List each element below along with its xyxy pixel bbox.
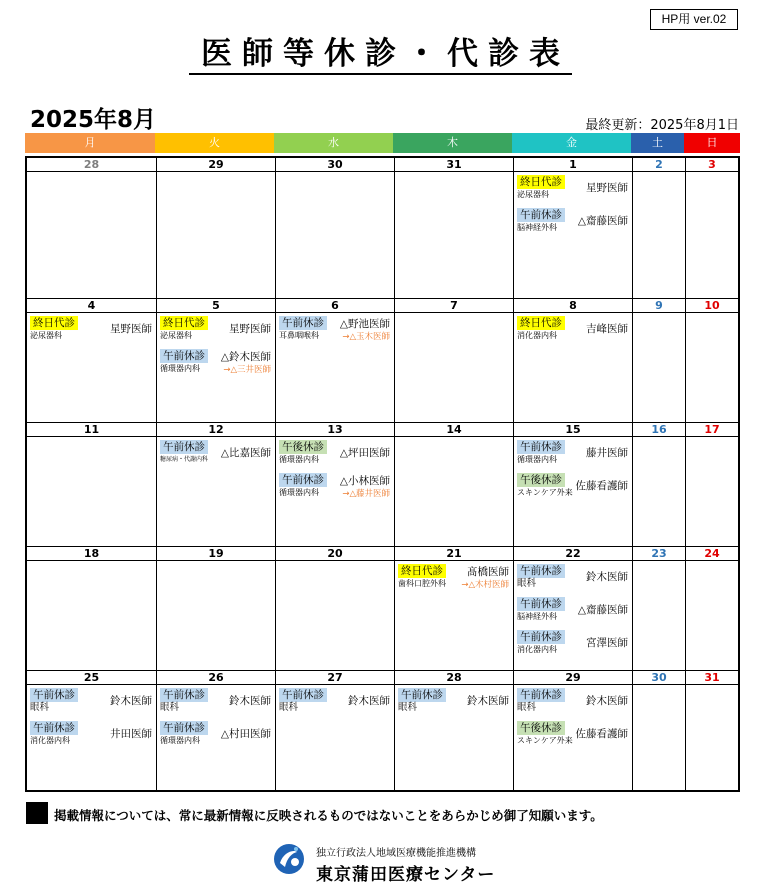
doctor-name: △鈴木医師 bbox=[220, 351, 271, 363]
status-badge: 午前休診 bbox=[517, 440, 565, 454]
day-cell bbox=[686, 423, 738, 547]
day-number: 21 bbox=[395, 547, 513, 561]
day-cell bbox=[27, 299, 157, 423]
schedule-entry bbox=[395, 564, 513, 594]
department-label: 脳神経外科 bbox=[517, 223, 557, 232]
schedule-entry bbox=[27, 688, 156, 718]
calendar-week bbox=[27, 547, 738, 671]
day-cell bbox=[395, 423, 514, 547]
day-cell bbox=[276, 547, 395, 671]
day-cell bbox=[686, 547, 738, 671]
day-number: 8 bbox=[514, 299, 632, 313]
calendar-grid bbox=[25, 156, 740, 792]
day-cell bbox=[686, 671, 738, 790]
department-label: 耳鼻咽喉科 bbox=[279, 331, 319, 340]
doctor-name: △野池医師 bbox=[339, 318, 390, 330]
weekday-header-cell: 月 bbox=[25, 133, 155, 153]
doctor-name: 鈴木医師 bbox=[467, 695, 509, 707]
schedule-entry bbox=[514, 721, 632, 751]
status-badge: 午後休診 bbox=[517, 721, 565, 735]
day-cell bbox=[633, 158, 686, 299]
department-label: 消化器内科 bbox=[30, 736, 70, 745]
status-badge: 午前休診 bbox=[160, 440, 208, 454]
status-badge: 終日代診 bbox=[517, 175, 565, 189]
calendar-week bbox=[27, 671, 738, 790]
calendar-week bbox=[27, 158, 738, 299]
day-number: 27 bbox=[276, 671, 394, 685]
day-number: 14 bbox=[395, 423, 513, 437]
day-cell bbox=[395, 547, 514, 671]
department-label: 眼科 bbox=[30, 702, 50, 713]
weekday-header-cell: 水 bbox=[274, 133, 393, 153]
status-badge: 午後休診 bbox=[279, 440, 327, 454]
schedule-entry bbox=[276, 316, 394, 346]
doctor-name: 鈴木医師 bbox=[110, 695, 152, 707]
substitute-doctor: →△藤井医師 bbox=[342, 489, 390, 499]
day-cell bbox=[395, 158, 514, 299]
status-badge: 午前休診 bbox=[279, 688, 327, 702]
substitute-doctor: →△玉木医師 bbox=[342, 332, 390, 342]
schedule-entry bbox=[27, 316, 156, 346]
schedule-entry bbox=[157, 349, 275, 379]
status-badge: 午前休診 bbox=[517, 630, 565, 644]
doctor-name: △坪田医師 bbox=[339, 447, 390, 459]
schedule-entry bbox=[276, 473, 394, 503]
day-number: 30 bbox=[276, 158, 394, 172]
schedule-entry bbox=[276, 440, 394, 470]
schedule-entry bbox=[395, 688, 513, 718]
status-badge: 午前休診 bbox=[30, 721, 78, 735]
status-badge: 午前休診 bbox=[160, 721, 208, 735]
department-label: 眼科 bbox=[398, 702, 418, 713]
day-number: 22 bbox=[514, 547, 632, 561]
hospital-logo bbox=[273, 843, 305, 875]
department-label: 眼科 bbox=[517, 578, 537, 589]
day-number: 20 bbox=[276, 547, 394, 561]
doctor-name: 星野医師 bbox=[586, 182, 628, 194]
day-number: 31 bbox=[686, 671, 738, 685]
schedule-entry bbox=[514, 630, 632, 660]
department-label: 消化器内科 bbox=[517, 331, 557, 340]
day-number: 25 bbox=[27, 671, 156, 685]
org-name: 東京蒲田医療センター bbox=[316, 865, 496, 885]
schedule-entry bbox=[276, 688, 394, 718]
day-number: 2 bbox=[633, 158, 685, 172]
schedule-entry bbox=[514, 688, 632, 718]
department-label: 泌尿器科 bbox=[517, 190, 549, 199]
day-number: 12 bbox=[157, 423, 275, 437]
day-cell bbox=[514, 299, 633, 423]
day-number: 29 bbox=[157, 158, 275, 172]
day-cell bbox=[395, 671, 514, 790]
day-number: 9 bbox=[633, 299, 685, 313]
schedule-entry bbox=[514, 316, 632, 346]
day-number: 28 bbox=[395, 671, 513, 685]
day-number: 10 bbox=[686, 299, 738, 313]
day-cell bbox=[157, 423, 276, 547]
doctor-name: △比嘉医師 bbox=[220, 447, 271, 459]
doctor-name: △村田医師 bbox=[220, 728, 271, 740]
doctor-name: 星野医師 bbox=[110, 323, 152, 335]
schedule-entry bbox=[514, 175, 632, 205]
status-badge: 午前休診 bbox=[517, 208, 565, 222]
day-number: 19 bbox=[157, 547, 275, 561]
day-cell bbox=[686, 158, 738, 299]
status-badge: 午前休診 bbox=[279, 316, 327, 330]
schedule-entry bbox=[157, 688, 275, 718]
schedule-entry bbox=[157, 316, 275, 346]
doctor-name: 佐藤看護師 bbox=[575, 480, 628, 492]
title-text: 医師等休診・代診表 bbox=[189, 36, 572, 75]
day-cell bbox=[276, 299, 395, 423]
doctor-name: 井田医師 bbox=[110, 728, 152, 740]
status-badge: 終日代診 bbox=[160, 316, 208, 330]
weekday-header-cell: 木 bbox=[393, 133, 512, 153]
status-badge: 午前休診 bbox=[30, 688, 78, 702]
status-badge: 終日代診 bbox=[517, 316, 565, 330]
department-label: 循環器内科 bbox=[160, 736, 200, 745]
doctor-name: 藤井医師 bbox=[586, 447, 628, 459]
doctor-name: △小林医師 bbox=[339, 475, 390, 487]
day-cell bbox=[633, 671, 686, 790]
day-number: 30 bbox=[633, 671, 685, 685]
status-badge: 午前休診 bbox=[517, 564, 565, 578]
status-badge: 終日代診 bbox=[30, 316, 78, 330]
day-number: 31 bbox=[395, 158, 513, 172]
day-cell bbox=[157, 158, 276, 299]
doctor-name: 宮澤医師 bbox=[586, 637, 628, 649]
day-number: 18 bbox=[27, 547, 156, 561]
day-cell bbox=[276, 158, 395, 299]
doctor-name: 星野医師 bbox=[229, 323, 271, 335]
day-number: 5 bbox=[157, 299, 275, 313]
department-label: 眼科 bbox=[279, 702, 299, 713]
doctor-name: △齋藤医師 bbox=[577, 215, 628, 227]
status-badge: 午前休診 bbox=[398, 688, 446, 702]
department-label: 循環器内科 bbox=[160, 364, 200, 373]
day-number: 4 bbox=[27, 299, 156, 313]
day-number: 3 bbox=[686, 158, 738, 172]
doctor-name: 鈴木医師 bbox=[348, 695, 390, 707]
schedule-entry bbox=[514, 597, 632, 627]
disclaimer: 掲載情報については、常に最新情報に反映されるものではないことをあらかじめ御了知願います。 bbox=[54, 808, 603, 823]
department-label: スキンケア外来 bbox=[517, 488, 573, 497]
day-number: 13 bbox=[276, 423, 394, 437]
department-label: 消化器内科 bbox=[517, 645, 557, 654]
status-badge: 午前休診 bbox=[160, 349, 208, 363]
day-cell bbox=[27, 547, 157, 671]
day-number: 7 bbox=[395, 299, 513, 313]
department-label: 泌尿器科 bbox=[30, 331, 62, 340]
status-badge: 午前休診 bbox=[160, 688, 208, 702]
status-badge: 終日代診 bbox=[398, 564, 446, 578]
department-label: 循環器内科 bbox=[279, 455, 319, 464]
doctor-name: 髙橋医師 bbox=[467, 566, 509, 578]
version-badge: HP用 ver.02 bbox=[650, 9, 738, 30]
doctor-name: 鈴木医師 bbox=[586, 695, 628, 707]
page-title bbox=[0, 28, 761, 73]
department-label: 泌尿器科 bbox=[160, 331, 192, 340]
day-cell bbox=[27, 158, 157, 299]
day-number: 24 bbox=[686, 547, 738, 561]
department-label: 循環器内科 bbox=[279, 488, 319, 497]
department-label: 眼科 bbox=[517, 702, 537, 713]
schedule-entry bbox=[514, 564, 632, 594]
day-number: 23 bbox=[633, 547, 685, 561]
schedule-entry bbox=[157, 721, 275, 751]
day-cell bbox=[27, 423, 157, 547]
day-cell bbox=[514, 547, 633, 671]
day-cell bbox=[157, 671, 276, 790]
doctor-name: △齋藤医師 bbox=[577, 604, 628, 616]
day-number: 6 bbox=[276, 299, 394, 313]
day-cell bbox=[157, 547, 276, 671]
schedule-entry bbox=[157, 440, 275, 470]
day-cell bbox=[395, 299, 514, 423]
doctor-name: 吉峰医師 bbox=[586, 323, 628, 335]
schedule-entry bbox=[514, 208, 632, 238]
org-subtitle: 独立行政法人地域医療機能推進機構 bbox=[316, 848, 476, 859]
weekday-header-cell: 土 bbox=[631, 133, 684, 153]
department-label: 糖尿病・代謝内科 bbox=[160, 456, 209, 463]
day-cell bbox=[514, 423, 633, 547]
last-updated: 最終更新：2025年8月1日 bbox=[585, 118, 739, 133]
status-badge: 午前休診 bbox=[517, 597, 565, 611]
weekday-header-cell: 火 bbox=[155, 133, 274, 153]
status-badge: 午後休診 bbox=[517, 473, 565, 487]
weekday-header-cell: 金 bbox=[512, 133, 631, 153]
day-cell bbox=[633, 423, 686, 547]
day-number: 11 bbox=[27, 423, 156, 437]
status-badge: 午前休診 bbox=[279, 473, 327, 487]
weekday-header bbox=[25, 133, 740, 153]
doctor-name: 鈴木医師 bbox=[229, 695, 271, 707]
doctor-name: 佐藤看護師 bbox=[575, 728, 628, 740]
day-number: 29 bbox=[514, 671, 632, 685]
day-cell bbox=[514, 671, 633, 790]
day-cell bbox=[276, 671, 395, 790]
department-label: 歯科口腔外科 bbox=[398, 579, 446, 588]
day-number: 26 bbox=[157, 671, 275, 685]
substitute-doctor: →△木村医師 bbox=[461, 580, 509, 590]
day-cell bbox=[633, 299, 686, 423]
day-cell bbox=[27, 671, 157, 790]
day-number: 17 bbox=[686, 423, 738, 437]
day-number: 16 bbox=[633, 423, 685, 437]
month-label: 2025年8月 bbox=[30, 107, 157, 133]
doctor-name: 鈴木医師 bbox=[586, 571, 628, 583]
day-cell bbox=[686, 299, 738, 423]
day-cell bbox=[633, 547, 686, 671]
department-label: 眼科 bbox=[160, 702, 180, 713]
substitute-doctor: →△三井医師 bbox=[223, 365, 271, 375]
department-label: スキンケア外来 bbox=[517, 736, 573, 745]
calendar-week bbox=[27, 299, 738, 423]
day-number: 1 bbox=[514, 158, 632, 172]
department-label: 循環器内科 bbox=[517, 455, 557, 464]
day-number: 28 bbox=[27, 158, 156, 172]
day-cell bbox=[157, 299, 276, 423]
day-cell bbox=[514, 158, 633, 299]
schedule-entry bbox=[514, 440, 632, 470]
weekday-header-cell: 日 bbox=[684, 133, 740, 153]
day-number: 15 bbox=[514, 423, 632, 437]
calendar-week bbox=[27, 423, 738, 547]
schedule-entry bbox=[27, 721, 156, 751]
status-badge: 午前休診 bbox=[517, 688, 565, 702]
day-cell bbox=[276, 423, 395, 547]
schedule-entry bbox=[514, 473, 632, 503]
department-label: 脳神経外科 bbox=[517, 612, 557, 621]
notice-marker bbox=[26, 802, 48, 824]
